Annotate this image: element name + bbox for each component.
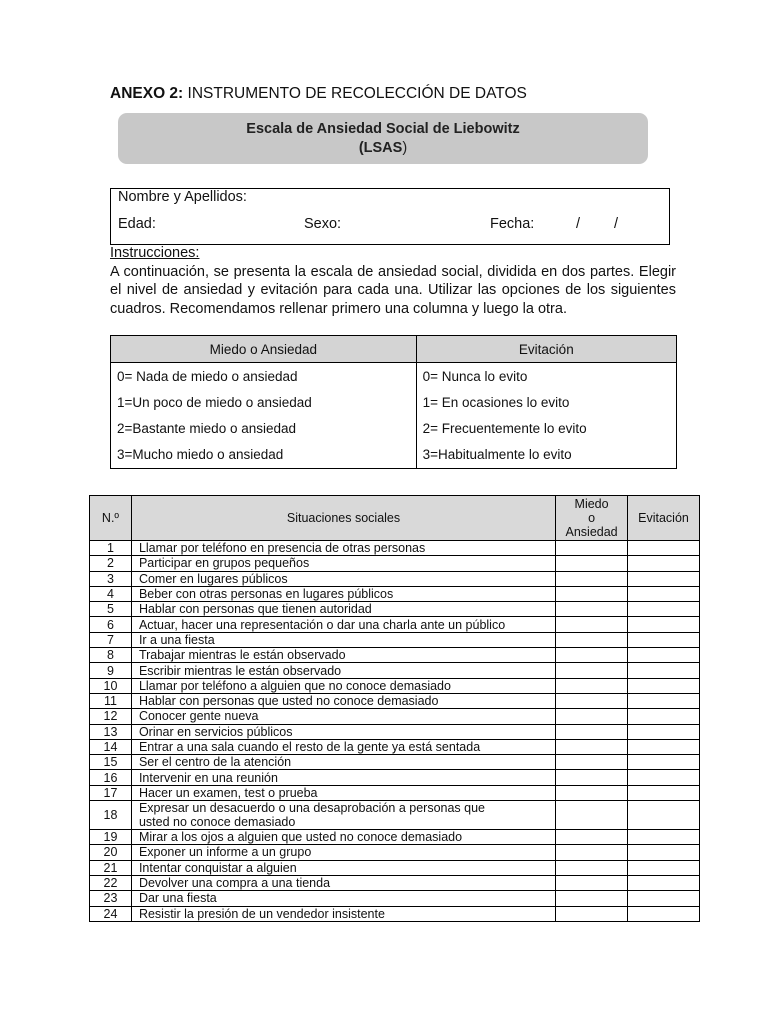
name-label: Nombre y Apellidos:: [118, 189, 247, 205]
avoidance-answer-cell[interactable]: [628, 875, 700, 890]
avoidance-answer-cell[interactable]: [628, 556, 700, 571]
fear-answer-cell[interactable]: [556, 617, 628, 632]
item-situation-text: Ir a una fiesta: [138, 632, 215, 647]
item-situation-text: Hablar con personas que usted no conoce demasiado: [138, 694, 439, 709]
item-situation: [131, 739, 555, 754]
item-situation-text: Hacer un examen, test o prueba: [138, 785, 318, 800]
table-row: [90, 891, 700, 906]
avoidance-answer-cell[interactable]: [628, 648, 700, 663]
fear-answer-cell[interactable]: [556, 755, 628, 770]
fear-answer-cell[interactable]: [556, 801, 628, 830]
item-situation-text: Orinar en servicios públicos: [138, 724, 293, 739]
avoidance-answer-cell[interactable]: [628, 709, 700, 724]
item-number: 17: [90, 785, 132, 800]
item-situation-text: Devolver una compra a una tienda: [138, 876, 331, 891]
table-row: [90, 556, 700, 571]
table-row: [90, 845, 700, 860]
fear-answer-cell[interactable]: [556, 602, 628, 617]
avoidance-answer-cell[interactable]: [628, 678, 700, 693]
item-number: 8: [90, 648, 132, 663]
fear-answer-cell[interactable]: [556, 906, 628, 921]
table-row: [90, 632, 700, 647]
avoidance-option: 1= En ocasiones lo evito: [416, 389, 676, 415]
avoidance-answer-cell[interactable]: [628, 755, 700, 770]
table-row: [90, 830, 700, 845]
item-situation: [131, 602, 555, 617]
item-situation: [131, 770, 555, 785]
scale-title-box: [118, 113, 648, 164]
fear-answer-cell[interactable]: [556, 693, 628, 708]
item-situation: [131, 724, 555, 739]
item-situation-text: Intentar conquistar a alguien: [138, 860, 297, 875]
item-number: 14: [90, 739, 132, 754]
scale-title-line1: Escala de Ansiedad Social de Liebowitz: [246, 121, 520, 137]
table-row: [90, 755, 700, 770]
fear-answer-cell[interactable]: [556, 724, 628, 739]
avoidance-answer-cell[interactable]: [628, 586, 700, 601]
item-number: 5: [90, 602, 132, 617]
fear-answer-cell[interactable]: [556, 586, 628, 601]
fear-answer-cell[interactable]: [556, 663, 628, 678]
response-scale-table: [110, 335, 677, 469]
item-situation: [131, 571, 555, 586]
item-situation: [131, 648, 555, 663]
fear-option: 1=Un poco de miedo o ansiedad: [111, 389, 417, 415]
item-number: 2: [90, 556, 132, 571]
situation-rows: [90, 541, 700, 922]
avoidance-answer-cell[interactable]: [628, 785, 700, 800]
item-number: 18: [90, 801, 132, 830]
item-situation: [131, 709, 555, 724]
item-situation-text: Beber con otras personas en lugares públicos: [138, 587, 394, 602]
item-situation-text: Participar en grupos pequeños: [138, 556, 310, 571]
item-number: 3: [90, 571, 132, 586]
avoidance-answer-cell[interactable]: [628, 693, 700, 708]
avoidance-answer-cell[interactable]: [628, 663, 700, 678]
table-row: [90, 875, 700, 890]
avoidance-scale-header: Evitación: [416, 336, 676, 363]
fear-answer-cell[interactable]: [556, 678, 628, 693]
item-situation-text: Trabajar mientras le están observado: [138, 648, 346, 663]
fear-answer-cell[interactable]: [556, 770, 628, 785]
table-row: [90, 785, 700, 800]
item-number: 7: [90, 632, 132, 647]
item-situation: [131, 860, 555, 875]
item-situation: [131, 678, 555, 693]
item-situation-text: Mirar a los ojos a alguien que usted no conoce demasiado: [138, 830, 463, 845]
table-row: [90, 739, 700, 754]
table-row: [90, 586, 700, 601]
avoidance-answer-cell[interactable]: [628, 617, 700, 632]
instructions-text: A continuación, se presenta la escala de ansiedad social, dividida en dos partes. Elegir el nivel de ansiedad y evitación para cada una. Utilizar las opciones de los siguientes cuadros. Recomendamos rellenar primero una columna y luego la otra.: [110, 263, 676, 317]
fear-header: [556, 496, 628, 541]
avoidance-answer-cell[interactable]: [628, 860, 700, 875]
fear-answer-cell[interactable]: [556, 830, 628, 845]
item-situation-text: Intervenir en una reunión: [138, 770, 278, 785]
item-number: 13: [90, 724, 132, 739]
fear-answer-cell[interactable]: [556, 556, 628, 571]
item-situation: [131, 801, 555, 830]
age-label: Edad:: [118, 216, 156, 232]
avoidance-answer-cell[interactable]: [628, 845, 700, 860]
item-number: 6: [90, 617, 132, 632]
table-row: [90, 801, 700, 830]
item-number: 15: [90, 755, 132, 770]
item-situation-text: Dar una fiesta: [138, 891, 217, 906]
item-situation: [131, 906, 555, 921]
date-separator: /: [614, 216, 619, 232]
fear-answer-cell[interactable]: [556, 632, 628, 647]
instructions: [110, 244, 676, 318]
instructions-heading: Instrucciones:: [110, 245, 200, 261]
date-separator: /: [576, 216, 581, 232]
item-situation-text: Conocer gente nueva: [138, 709, 259, 724]
item-number: 11: [90, 693, 132, 708]
item-situation: [131, 586, 555, 601]
table-row: [90, 541, 700, 556]
fear-answer-cell[interactable]: [556, 739, 628, 754]
item-situation: [131, 875, 555, 890]
annex-heading: [110, 85, 527, 103]
fear-header-line: Miedo: [574, 497, 609, 511]
item-situation-text: Resistir la presión de un vendedor insistente: [138, 906, 385, 921]
avoidance-answer-cell[interactable]: [628, 891, 700, 906]
avoidance-answer-cell[interactable]: [628, 770, 700, 785]
item-situation: [131, 541, 555, 556]
item-number: 19: [90, 830, 132, 845]
item-situation: [131, 785, 555, 800]
fear-scale-header: Miedo o Ansiedad: [111, 336, 417, 363]
item-situation: [131, 755, 555, 770]
item-number: 23: [90, 891, 132, 906]
item-situation-text: Expresar un desacuerdo o una desaprobación a personas que: [138, 801, 486, 816]
avoidance-answer-cell[interactable]: [628, 739, 700, 754]
item-number: 21: [90, 860, 132, 875]
item-number: 1: [90, 541, 132, 556]
item-situation-text: Exponer un informe a un grupo: [138, 845, 312, 860]
item-situation-text: Llamar por teléfono a alguien que no conoce demasiado: [138, 678, 451, 693]
item-number: 22: [90, 875, 132, 890]
table-row: [90, 663, 700, 678]
table-row: [90, 770, 700, 785]
table-row: [90, 860, 700, 875]
table-row: [90, 724, 700, 739]
item-number: 16: [90, 770, 132, 785]
item-situation-text: Actuar, hacer una representación o dar una charla ante un público: [138, 617, 506, 632]
fear-answer-cell[interactable]: [556, 709, 628, 724]
table-row: [90, 602, 700, 617]
table-row: [90, 678, 700, 693]
fear-answer-cell[interactable]: [556, 875, 628, 890]
item-number: 4: [90, 586, 132, 601]
item-situation-text: Comer en lugares públicos: [138, 571, 288, 586]
situation-header: Situaciones sociales: [131, 496, 555, 541]
fear-answer-cell[interactable]: [556, 845, 628, 860]
item-situation-text: Llamar por teléfono en presencia de otras personas: [138, 541, 426, 556]
avoidance-answer-cell[interactable]: [628, 801, 700, 830]
item-situation: [131, 845, 555, 860]
item-number: 9: [90, 663, 132, 678]
table-row: [90, 617, 700, 632]
fear-answer-cell[interactable]: [556, 571, 628, 586]
fear-option: 3=Mucho miedo o ansiedad: [111, 442, 417, 469]
item-situation: [131, 693, 555, 708]
fear-option: 0= Nada de miedo o ansiedad: [111, 363, 417, 390]
item-situation: [131, 663, 555, 678]
table-row: [90, 693, 700, 708]
item-situation: [131, 632, 555, 647]
item-situation: [131, 830, 555, 845]
avoidance-header: Evitación: [628, 496, 700, 541]
date-label: Fecha:: [490, 216, 535, 232]
avoidance-answer-cell[interactable]: [628, 602, 700, 617]
avoidance-option: 0= Nunca lo evito: [416, 363, 676, 390]
avoidance-option: 3=Habitualmente lo evito: [416, 442, 676, 469]
fear-option: 2=Bastante miedo o ansiedad: [111, 416, 417, 442]
scale-title-paren: ): [402, 140, 408, 156]
social-situations-table: [89, 495, 700, 922]
identification-box: [110, 188, 670, 245]
avoidance-answer-cell[interactable]: [628, 632, 700, 647]
fear-answer-cell[interactable]: [556, 648, 628, 663]
table-row: [90, 571, 700, 586]
item-number: 20: [90, 845, 132, 860]
annex-title: INSTRUMENTO DE RECOLECCIÓN DE DATOS: [187, 85, 527, 102]
item-situation: [131, 891, 555, 906]
item-situation-text: usted no conoce demasiado: [138, 815, 296, 830]
scale-title-abbrev: (LSAS: [358, 140, 403, 156]
item-situation-text: Hablar con personas que tienen autoridad: [138, 602, 372, 617]
avoidance-answer-cell[interactable]: [628, 571, 700, 586]
item-situation-text: Escribir mientras le están observado: [138, 663, 342, 678]
table-row: [90, 648, 700, 663]
avoidance-option: 2= Frecuentemente lo evito: [416, 416, 676, 442]
sex-label: Sexo:: [304, 216, 342, 232]
fear-answer-cell[interactable]: [556, 891, 628, 906]
fear-answer-cell[interactable]: [556, 785, 628, 800]
avoidance-answer-cell[interactable]: [628, 541, 700, 556]
table-row: [90, 709, 700, 724]
fear-header-line: Ansiedad: [565, 525, 618, 539]
fear-header-line: o: [588, 511, 596, 525]
item-situation: [131, 556, 555, 571]
table-row: [90, 906, 700, 921]
item-situation-text: Ser el centro de la atención: [138, 755, 292, 770]
avoidance-answer-cell[interactable]: [628, 906, 700, 921]
fear-answer-cell[interactable]: [556, 860, 628, 875]
annex-label: ANEXO 2:: [110, 85, 184, 102]
item-situation-text: Entrar a una sala cuando el resto de la gente ya está sentada: [138, 740, 481, 754]
avoidance-answer-cell[interactable]: [628, 830, 700, 845]
item-number: 12: [90, 709, 132, 724]
number-header: N.º: [90, 496, 132, 541]
item-number: 24: [90, 906, 132, 921]
scale-title-line2: [118, 139, 648, 158]
avoidance-answer-cell[interactable]: [628, 724, 700, 739]
fear-answer-cell[interactable]: [556, 541, 628, 556]
item-situation: [131, 617, 555, 632]
item-number: 10: [90, 678, 132, 693]
